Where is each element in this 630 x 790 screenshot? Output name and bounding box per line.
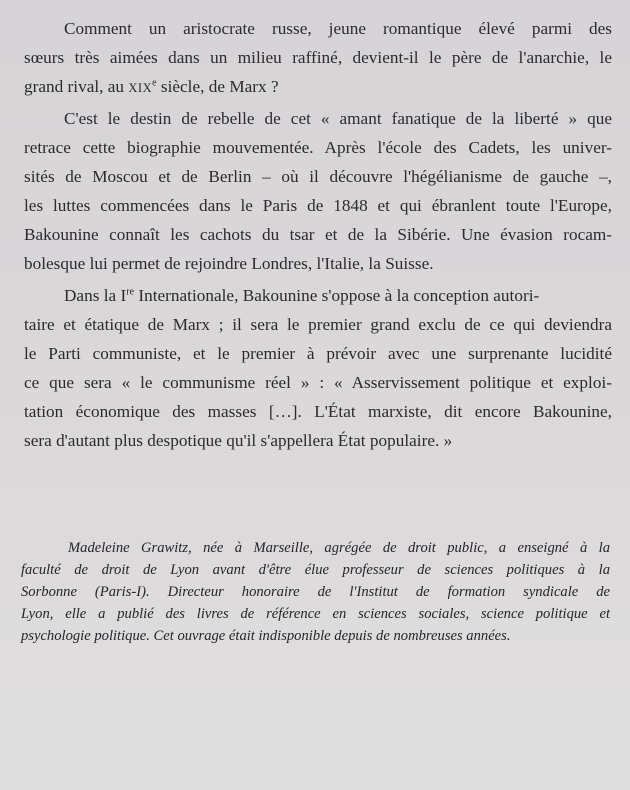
paragraph-1-line-2: sœurs très aimées dans un milieu raffiné, devient-il le père de l'anarchie, le (24, 48, 612, 67)
paragraph-1-line-1: Comment un aristocrate russe, jeune romantique élevé parmi des (64, 19, 612, 38)
paragraph-3-line-3: le Parti communiste, et le premier à prévoir avec une surprenante lucidité (24, 344, 612, 363)
paragraph-3-line-5: tation économique des masses […]. L'État marxiste, dit encore Bakounine, (24, 402, 612, 421)
paragraph-1 (24, 14, 612, 101)
paragraph-2-line-6: bolesque lui permet de rejoindre Londres, l'Italie, la Suisse. (24, 254, 434, 273)
text-segment: Internationale, Bakounine s'oppose à la conception autori- (134, 286, 540, 305)
paragraph-2-line-2: retrace cette biographie mouvementée. Après l'école des Cadets, les univer- (24, 138, 612, 157)
bio-line-5: psychologie politique. Cet ouvrage était indisponible depuis de nombreuses années. (21, 628, 511, 644)
paragraph-3-line-6: sera d'autant plus despotique qu'il s'appellera État populaire. » (24, 431, 453, 450)
text-segment: Dans la I (64, 286, 127, 305)
paragraph-3 (24, 281, 612, 455)
paragraph-2-line-3: sités de Moscou et de Berlin – où il découvre l'hégélianisme de gauche –, (24, 167, 612, 186)
bio-line-2: faculté de droit de Lyon avant d'être élue professeur de sciences politiques à la (21, 562, 610, 578)
bio-line-4: Lyon, elle a publié des livres de référence en sciences sociales, science politique et (21, 606, 610, 622)
paragraph-3-line-2: taire et étatique de Marx ; il sera le premier grand exclu de ce qui deviendra (24, 315, 612, 334)
text-segment: siècle, de Marx ? (156, 77, 279, 96)
paragraph-2 (24, 104, 612, 278)
bio-line-1: Madeleine Grawitz, née à Marseille, agrégée de droit public, a enseigné à la (68, 540, 610, 556)
synopsis (24, 14, 612, 455)
ordinal-suffix: re (126, 286, 135, 298)
author-bio (21, 537, 610, 647)
text-segment: grand rival, au (24, 77, 129, 96)
paragraph-2-line-1: C'est le destin de rebelle de cet « amant fanatique de la liberté » que (64, 109, 612, 128)
paragraph-2-line-5: Bakounine connaît les cachots du tsar et de la Sibérie. Une évasion rocam- (24, 225, 612, 244)
paragraph-3-line-4: ce que sera « le communisme réel » : « Asservissement politique et exploi- (24, 373, 612, 392)
bio-line-3: Sorbonne (Paris-I). Directeur honoraire de l'Institut de formation syndicale de (21, 584, 610, 600)
century-suffix: e (152, 77, 157, 89)
century-numeral: XIX (128, 81, 153, 95)
paragraph-1-line-3 (24, 72, 612, 101)
paragraph-3-line-1 (24, 281, 612, 310)
paragraph-2-line-4: les luttes commencées dans le Paris de 1848 et qui ébranlent toute l'Europe, (24, 196, 612, 215)
